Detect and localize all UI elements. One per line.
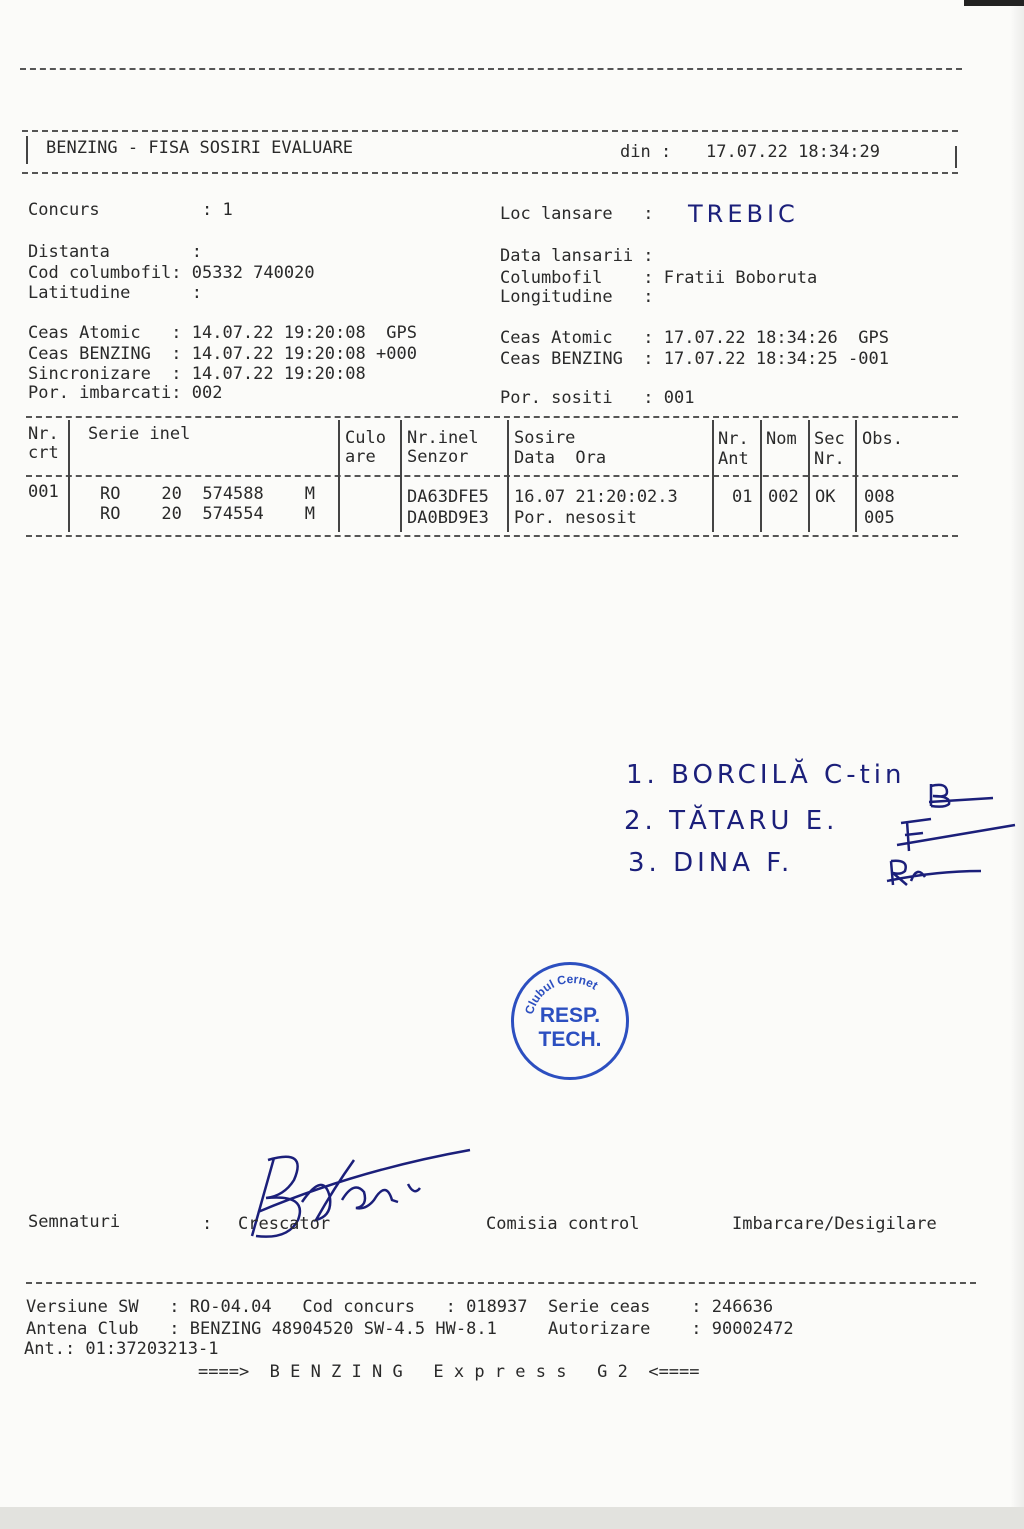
th-sec-2: Nr. (814, 449, 845, 469)
footer-antena: Antena Club : BENZING 48904520 SW-4.5 HW-8.1 Autorizare : 90002472 (26, 1319, 794, 1339)
concurs-field: Concurs : 1 (28, 200, 233, 220)
cell-obs-2: 005 (864, 508, 895, 528)
cell-obs-1: 008 (864, 487, 895, 507)
ceas-benzing-start: Ceas BENZING : 14.07.22 19:20:08 +000 (28, 344, 417, 364)
corner-mark (964, 0, 1024, 6)
stamp-arc-text: Clubul Cernet (522, 971, 601, 1016)
ceas-atomic-end: Ceas Atomic : 17.07.22 18:34:26 GPS (500, 328, 889, 348)
cell-sec: OK (815, 487, 836, 507)
svg-text:Clubul Cernet (522, 972, 600, 1016)
sincronizare-field: Sincronizare : 14.07.22 19:20:08 (28, 364, 366, 384)
semnaturi-label: Semnaturi (28, 1212, 121, 1232)
por-sositi-field: Por. sositi : 001 (500, 388, 695, 408)
cell-nom: 002 (768, 487, 799, 507)
th-nr-crt-2: crt (28, 443, 59, 463)
th-sec: Sec (814, 429, 845, 449)
header-box-left (26, 136, 28, 164)
data-lansarii-field: Data lansarii : (500, 246, 654, 266)
strike-mark-1 (925, 780, 995, 810)
loc-lansare-field: Loc lansare : (500, 204, 654, 224)
col-sep (400, 420, 402, 532)
cell-sosire-1: 16.07 21:20:02.3 (514, 487, 678, 507)
th-nr-inel: Nr.inel (407, 428, 479, 448)
table-top-border (26, 416, 958, 418)
th-culoare-2: are (345, 447, 376, 467)
stamp-arc (514, 965, 626, 1077)
footer-versiune: Versiune SW : RO-04.04 Cod concurs : 018937 Serie ceas : 246636 (26, 1297, 774, 1317)
club-stamp (511, 962, 629, 1080)
crescator-label: Crescator (238, 1214, 331, 1234)
th-serie-inel: Serie inel (88, 424, 191, 444)
th-nom: Nom (766, 429, 797, 449)
th-culoare: Culo (345, 428, 386, 448)
strike-mark-3 (885, 855, 985, 890)
table-header-border (26, 475, 958, 477)
semnaturi-colon: : (202, 1214, 213, 1234)
handwritten-line-3: 3. DINA F. (628, 848, 794, 878)
th-nr-crt: Nr. (28, 424, 59, 444)
th-nr-ant: Nr. (718, 429, 749, 449)
ceas-atomic-start: Ceas Atomic : 14.07.22 19:20:08 GPS (28, 323, 417, 343)
col-sep (712, 420, 714, 532)
por-imbarcati-field: Por. imbarcati: 002 (28, 383, 223, 403)
th-nr-inel-2: Senzor (407, 447, 469, 467)
columbofil-field: Columbofil : Fratii Boboruta (500, 268, 818, 288)
col-sep (808, 420, 810, 532)
longitudine-field: Longitudine : (500, 287, 654, 307)
col-sep (507, 420, 509, 532)
bottom-strip (0, 1507, 1024, 1529)
header-box-right (955, 146, 957, 168)
cell-senzor-2: DA0BD9E3 (407, 508, 489, 528)
cell-nr: 001 (28, 482, 59, 502)
footer-divider (26, 1282, 976, 1284)
th-obs: Obs. (862, 429, 903, 449)
stamp-line-1: RESP. (539, 1004, 601, 1027)
report-title: BENZING - FISA SOSIRI EVALUARE (46, 138, 354, 158)
cell-sosire-2: Por. nesosit (514, 508, 637, 528)
cell-ant: 01 (732, 487, 753, 507)
report-date: 17.07.22 18:34:29 (706, 142, 880, 162)
loc-lansare-handwritten: TREBIC (688, 200, 799, 228)
ceas-benzing-end: Ceas BENZING : 17.07.22 18:34:25 -001 (500, 349, 889, 369)
th-sosire-2: Data Ora (514, 448, 607, 468)
header-box-top (22, 130, 958, 132)
paper-edge (1010, 0, 1024, 1529)
th-nr-ant-2: Ant (718, 449, 749, 469)
table-bottom-border (26, 535, 958, 537)
col-sep (68, 420, 70, 532)
comisia-label: Comisia control (486, 1214, 640, 1234)
footer-express: ====> B E N Z I N G E x p r e s s G 2 <==== (198, 1362, 700, 1382)
strike-mark-2 (895, 815, 1020, 855)
cell-serie-2: RO 20 574554 M (100, 504, 315, 524)
col-sep (338, 420, 340, 532)
cell-senzor-1: DA63DFE5 (407, 487, 489, 507)
handwritten-line-2: 2. TĂTARU E. (624, 806, 839, 836)
latitudine-field: Latitudine : (28, 283, 202, 303)
stamp-line-2: TECH. (538, 1028, 602, 1051)
footer-ant: Ant.: 01:37203213-1 (24, 1339, 219, 1359)
col-sep (855, 420, 857, 532)
th-sosire: Sosire (514, 428, 576, 448)
report-date-label: din : (620, 142, 672, 162)
handwritten-line-1: 1. BORCILĂ C-tin (626, 760, 906, 790)
cell-serie-1: RO 20 574588 M (100, 484, 315, 504)
imbarcare-label: Imbarcare/Desigilare (732, 1214, 937, 1234)
cod-columbofil-field: Cod columbofil: 05332 740020 (28, 263, 315, 283)
col-sep (760, 420, 762, 532)
distanta-field: Distanta : (28, 242, 202, 262)
top-divider (20, 68, 962, 70)
header-box-bottom (22, 172, 958, 174)
